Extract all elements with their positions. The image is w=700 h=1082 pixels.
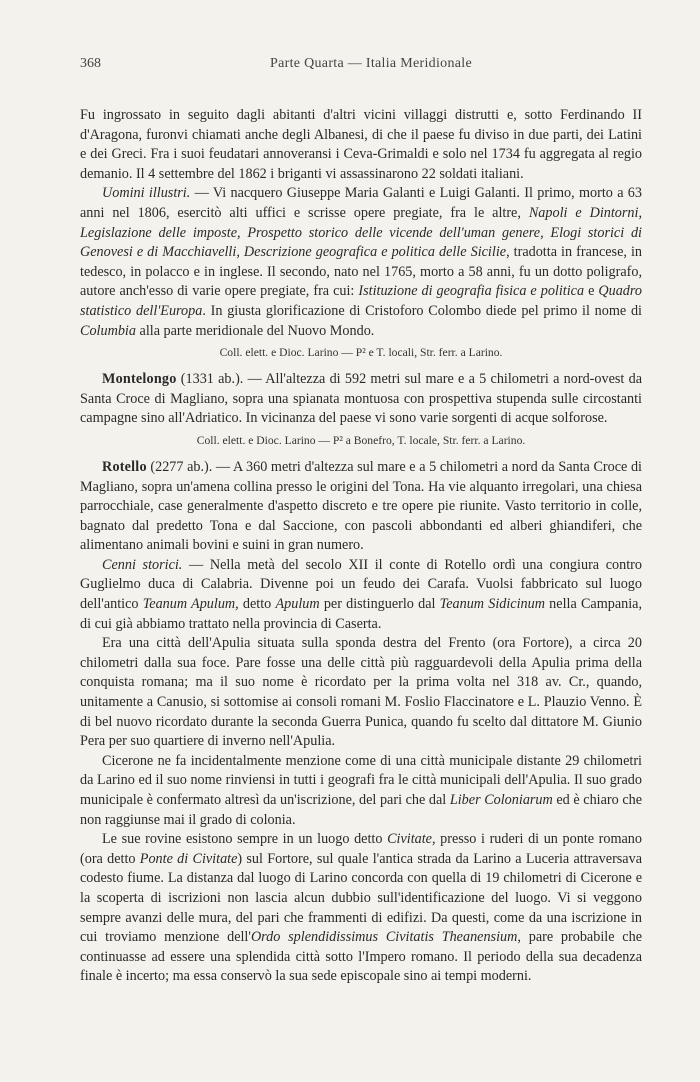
paragraph-feudatari: Fu ingrossato in seguito dagli abitanti d'altri vicini villaggi distrutti e, sotto Ferdinando II d'Aragona, furonvi chiamati anche degli Albanesi, di che il paese fu diviso in due parti, dei Latini e dei Greci. Fra i suoi feudatari annoveransi i Ceva-Grimaldi e solo nel 1734 fu aggregata al regio demanio. Il 4 settembre del 1862 i briganti vi assassinarono 22 soldati italiani. — [80, 107, 642, 182]
running-title: Parte Quarta — Italia Meridionale — [270, 56, 472, 71]
text-span: , tradotta in francese, in tedesco, in polacco e in inglese. Il secondo, nato nel 1765, morto a 58 anni, fu un dotto poligrafo, autore anch'esso di varie opere pregiate, fra cui: — [80, 244, 642, 300]
paragraph-rovine — [80, 830, 642, 987]
paragraph-cicerone — [80, 752, 642, 830]
text-span: ) sul Fortore, sul quale l'antica strada da Larino a Luceria attraversava codesto fiume. La distanza dal luogo di Larino concorda con quella di 19 chilometri di Cicerone e la scoperta di iscrizioni non lascia alcun dubbio sull'identificazione del luogo. Vi si veggono sempre avanzi delle mura, del pari che frammenti di edifizi. Da questi, come da una iscrizione in cui troviamo menzione dell' — [80, 850, 642, 946]
work-title: Quadro statistico dell'Europa — [80, 283, 642, 319]
columbia-term: Columbia — [80, 322, 136, 339]
latin-term: Ordo splendidissimus Civitatis Theanensium — [250, 929, 518, 946]
paragraph-apulia: Era una città dell'Apulia situata sulla sponda destra del Frento (ora Fortore), a circa 20 chilometri dalla sua foce. Pare fosse una delle città più ragguardevoli della Apulia prima della conquista romana; ma il suo nome è ricordato per la prima volta nel 318 av. Cr., quando, unitamente a Canusio, si sottomise ai consoli romani M. Foslio Flaccinatore e L. Plauzio Venno. È di bel nuovo ricordato durante la seconda Guerra Punica, quando fu scelto dal dittatore M. Giunio Pera per suo quartiere di inverno nell'Apulia. — [80, 635, 642, 750]
text-span: alla parte meridionale del Nuovo Mondo. — [135, 322, 375, 339]
place-name: Civitate — [387, 831, 432, 848]
entry-name-rotello: Rotello — [102, 458, 147, 475]
latin-term: Teanum Sidicinum — [439, 596, 545, 613]
running-head — [80, 56, 642, 72]
text-span: per distinguerlo dal — [319, 596, 440, 613]
text-span: ed è chiaro che non raggiunse mai il grado di colonia. — [80, 792, 643, 828]
info-line-larino: Coll. elett. e Dioc. Larino — P² e T. locali, Str. ferr. a Larino. — [219, 346, 503, 360]
place-name: Ponte di Civitate — [139, 850, 238, 867]
text-span: nella Campania, di cui già abbiamo trattato nella provincia di Caserta. — [80, 596, 643, 632]
text-span: e — [584, 283, 599, 300]
work-titles: Napoli e Dintorni, Legislazione delle imposte, Prospetto storico delle vicende dell'uman genere, Elogi storici di Genovesi e di Macchiavelli, Descrizione geografica e politica delle Sicilie — [80, 204, 642, 261]
latin-term: Teanum Apulum — [142, 596, 236, 613]
info-line-montelongo: Coll. elett. e Dioc. Larino — P² a Bonefro, T. locale, Str. ferr. a Larino. — [196, 433, 526, 447]
text-span: , pare probabile che continuasse ad essere una splendida città sotto l'Impero romano. Il periodo della sua decadenza finale è incerto; ma essa conservò la sua sede episcopale sino ai tempi moderni. — [80, 929, 642, 985]
work-title: Istituzione di geografia fisica e politica — [358, 283, 585, 300]
page-number: 368 — [80, 56, 101, 71]
section-heading-uomini-illustri: Uomini illustri. — [102, 185, 191, 202]
latin-term: Liber Coloniarum — [449, 792, 553, 808]
text-span: , detto — [235, 596, 276, 613]
text-span: . In giusta glorificazione di Cristoforo Colombo diede pel primo il nome di — [202, 302, 642, 319]
entry-rotello — [80, 458, 642, 556]
text-span: — Nella metà del secolo XII il conte di Rotello ordì una congiura contro Guglielmo duca di Calabria. Divenne poi un feudo dei Carafa. Vuolsi fabbricato sul luogo dell'antico — [80, 556, 642, 613]
paragraph-cenni-storici — [80, 556, 642, 634]
text-span: — Vi nacquero Giuseppe Maria Galanti e Luigi Galanti. Il primo, morto a 63 anni nel 1806, esercitò alti uffici e scrisse opere pregiate, fra le altre, — [80, 185, 642, 221]
text-span: (1331 ab.). — All'altezza di 592 metri sul mare e a 5 chilometri a nord-ovest da Santa Croce di Magliano, sopra una spianata montuosa con prospettiva stupenda sulle circostanti campagne sino all'Adriatico. In vicinanza del paese vi sono varie sorgenti di acque solforose. — [80, 371, 642, 427]
text-span: , presso i ruderi di un ponte romano (ora detto — [80, 831, 642, 867]
text-span: Le sue rovine esistono sempre in un luogo detto — [102, 831, 388, 848]
paragraph-uomini-illustri — [80, 184, 642, 341]
section-heading-cenni-storici: Cenni storici. — [102, 556, 183, 573]
text-span: Cicerone ne fa incidentalmente menzione come di una città municipale distante 29 chilometri da Larino ed il suo nome rinviensi in tutti i geografi fra le città municipali dell'Apulia. Il suo grado municipale è confermato altresì da un'iscrizione, del pari che dal — [80, 752, 642, 808]
entry-name-montelongo: Montelongo — [102, 371, 177, 388]
entry-montelongo — [80, 370, 642, 429]
latin-term: Apulum — [275, 596, 320, 613]
text-span: (2277 ab.). — A 360 metri d'altezza sul mare e a 5 chilometri a nord da Santa Croce di Magliano, sopra un'amena collina presso le origini del Tona. Ha vie alquanto irregolari, una chiesa parrocchiale, case generalmente d'aspetto discreto e tre opere pie riunite. Vasto territorio in colle, bagnato dal predetto Tona e dal Saccione, con pascoli abbondanti ed alberi ghiandiferi, che alimentano animali bovini e suini in gran numero. — [80, 458, 642, 554]
